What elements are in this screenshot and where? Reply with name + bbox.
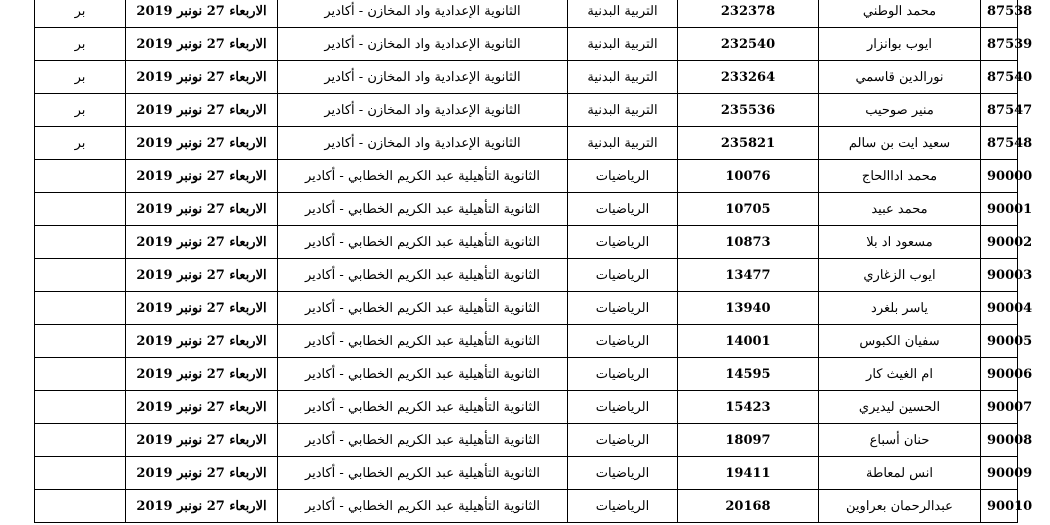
id-cell: 10873 [678,226,819,259]
date-cell: الاربعاء 27 نونبر 2019 [126,457,278,490]
date-cell: الاربعاء 27 نونبر 2019 [126,226,278,259]
id-cell: 20168 [678,490,819,523]
id-cell: 19411 [678,457,819,490]
assignment-table [34,0,1033,523]
name-cell: محمد الوطني [819,0,981,28]
row-number-cell: 87540 [981,61,1018,94]
table-row [35,94,1018,127]
table-body [35,0,1033,523]
institution-cell: الثانوية الإعدادية واد المخازن - أكادير [278,0,568,28]
institution-cell: الثانوية التأهيلية عبد الكريم الخطابي - أكادير [278,358,568,391]
row-number-cell: 90010 [981,490,1018,523]
institution-cell: الثانوية التأهيلية عبد الكريم الخطابي - أكادير [278,490,568,523]
date-cell: الاربعاء 27 نونبر 2019 [126,28,278,61]
table-row [35,193,1018,226]
subject-cell: التربية البدنية [568,0,678,28]
name-cell: انس لمعاطة [819,457,981,490]
row-number-cell: 90009 [981,457,1018,490]
table-row [35,226,1018,259]
id-cell: 15423 [678,391,819,424]
note-cell [35,292,126,325]
institution-cell: الثانوية التأهيلية عبد الكريم الخطابي - أكادير [278,391,568,424]
date-cell: الاربعاء 27 نونبر 2019 [126,490,278,523]
note-cell: بر [35,94,126,127]
id-cell: 13940 [678,292,819,325]
institution-cell: الثانوية الإعدادية واد المخازن - أكادير [278,127,568,160]
subject-cell: الرياضيات [568,391,678,424]
subject-cell: الرياضيات [568,325,678,358]
subject-cell: الرياضيات [568,160,678,193]
row-number-cell: 87547 [981,94,1018,127]
name-cell: محمد عبيد [819,193,981,226]
table-row [35,292,1018,325]
date-cell: الاربعاء 27 نونبر 2019 [126,358,278,391]
table-row [35,0,1018,28]
row-number-cell: 90002 [981,226,1018,259]
institution-cell: الثانوية التأهيلية عبد الكريم الخطابي - أكادير [278,457,568,490]
id-cell: 233264 [678,61,819,94]
table-row [35,127,1018,160]
row-number-cell: 90004 [981,292,1018,325]
id-cell: 14595 [678,358,819,391]
note-cell [35,226,126,259]
institution-cell: الثانوية التأهيلية عبد الكريم الخطابي - أكادير [278,259,568,292]
subject-cell: التربية البدنية [568,61,678,94]
note-cell [35,424,126,457]
note-cell: بر [35,127,126,160]
name-cell: محمد اداالحاج [819,160,981,193]
subject-cell: الرياضيات [568,292,678,325]
id-cell: 235536 [678,94,819,127]
subject-cell: الرياضيات [568,424,678,457]
date-cell: الاربعاء 27 نونبر 2019 [126,391,278,424]
name-cell: عبدالرحمان بعراوين [819,490,981,523]
date-cell: الاربعاء 27 نونبر 2019 [126,325,278,358]
subject-cell: الرياضيات [568,457,678,490]
subject-cell: الرياضيات [568,193,678,226]
institution-cell: الثانوية التأهيلية عبد الكريم الخطابي - أكادير [278,193,568,226]
date-cell: الاربعاء 27 نونبر 2019 [126,424,278,457]
table-row [35,424,1018,457]
date-cell: الاربعاء 27 نونبر 2019 [126,127,278,160]
table-row [35,325,1018,358]
name-cell: نورالدين قاسمي [819,61,981,94]
id-cell: 232540 [678,28,819,61]
note-cell [35,325,126,358]
date-cell: الاربعاء 27 نونبر 2019 [126,193,278,226]
row-number-cell: 90008 [981,424,1018,457]
subject-cell: الرياضيات [568,490,678,523]
institution-cell: الثانوية التأهيلية عبد الكريم الخطابي - أكادير [278,424,568,457]
row-number-cell: 90003 [981,259,1018,292]
id-cell: 18097 [678,424,819,457]
note-cell [35,259,126,292]
note-cell: بر [35,28,126,61]
subject-cell: التربية البدنية [568,127,678,160]
note-cell [35,160,126,193]
institution-cell: الثانوية الإعدادية واد المخازن - أكادير [278,61,568,94]
date-cell: الاربعاء 27 نونبر 2019 [126,0,278,28]
note-cell [35,490,126,523]
table-row [35,391,1018,424]
name-cell: ام الغيث كار [819,358,981,391]
note-cell [35,358,126,391]
id-cell: 13477 [678,259,819,292]
subject-cell: الرياضيات [568,358,678,391]
subject-cell: الرياضيات [568,259,678,292]
row-number-cell: 90007 [981,391,1018,424]
date-cell: الاربعاء 27 نونبر 2019 [126,292,278,325]
date-cell: الاربعاء 27 نونبر 2019 [126,94,278,127]
subject-cell: التربية البدنية [568,28,678,61]
table-row [35,28,1018,61]
table-row [35,160,1018,193]
institution-cell: الثانوية التأهيلية عبد الكريم الخطابي - أكادير [278,226,568,259]
date-cell: الاربعاء 27 نونبر 2019 [126,259,278,292]
id-cell: 235821 [678,127,819,160]
institution-cell: الثانوية التأهيلية عبد الكريم الخطابي - أكادير [278,292,568,325]
subject-cell: التربية البدنية [568,94,678,127]
id-cell: 10705 [678,193,819,226]
id-cell: 10076 [678,160,819,193]
subject-cell: الرياضيات [568,226,678,259]
row-number-cell: 87538 [981,0,1018,28]
name-cell: ياسر بلغرد [819,292,981,325]
row-number-cell: 90005 [981,325,1018,358]
id-cell: 14001 [678,325,819,358]
date-cell: الاربعاء 27 نونبر 2019 [126,61,278,94]
row-number-cell: 90000 [981,160,1018,193]
note-cell [35,391,126,424]
note-cell: بر [35,0,126,28]
name-cell: سفيان الكبوس [819,325,981,358]
name-cell: الحسين ليديري [819,391,981,424]
table-row [35,61,1018,94]
row-number-cell: 87548 [981,127,1018,160]
institution-cell: الثانوية الإعدادية واد المخازن - أكادير [278,28,568,61]
note-cell: بر [35,61,126,94]
row-number-cell: 90006 [981,358,1018,391]
institution-cell: الثانوية الإعدادية واد المخازن - أكادير [278,94,568,127]
note-cell [35,457,126,490]
name-cell: مسعود اد بلا [819,226,981,259]
name-cell: حنان أسباع [819,424,981,457]
institution-cell: الثانوية التأهيلية عبد الكريم الخطابي - أكادير [278,160,568,193]
note-cell [35,193,126,226]
name-cell: ايوب بوانزار [819,28,981,61]
table-row [35,490,1018,523]
date-cell: الاربعاء 27 نونبر 2019 [126,160,278,193]
table-row [35,358,1018,391]
name-cell: سعيد ايت بن سالم [819,127,981,160]
id-cell: 232378 [678,0,819,28]
row-number-cell: 90001 [981,193,1018,226]
table-row [35,259,1018,292]
table-row [35,457,1018,490]
name-cell: ايوب الزغاري [819,259,981,292]
name-cell: منير صوحيب [819,94,981,127]
row-number-cell: 87539 [981,28,1018,61]
institution-cell: الثانوية التأهيلية عبد الكريم الخطابي - أكادير [278,325,568,358]
